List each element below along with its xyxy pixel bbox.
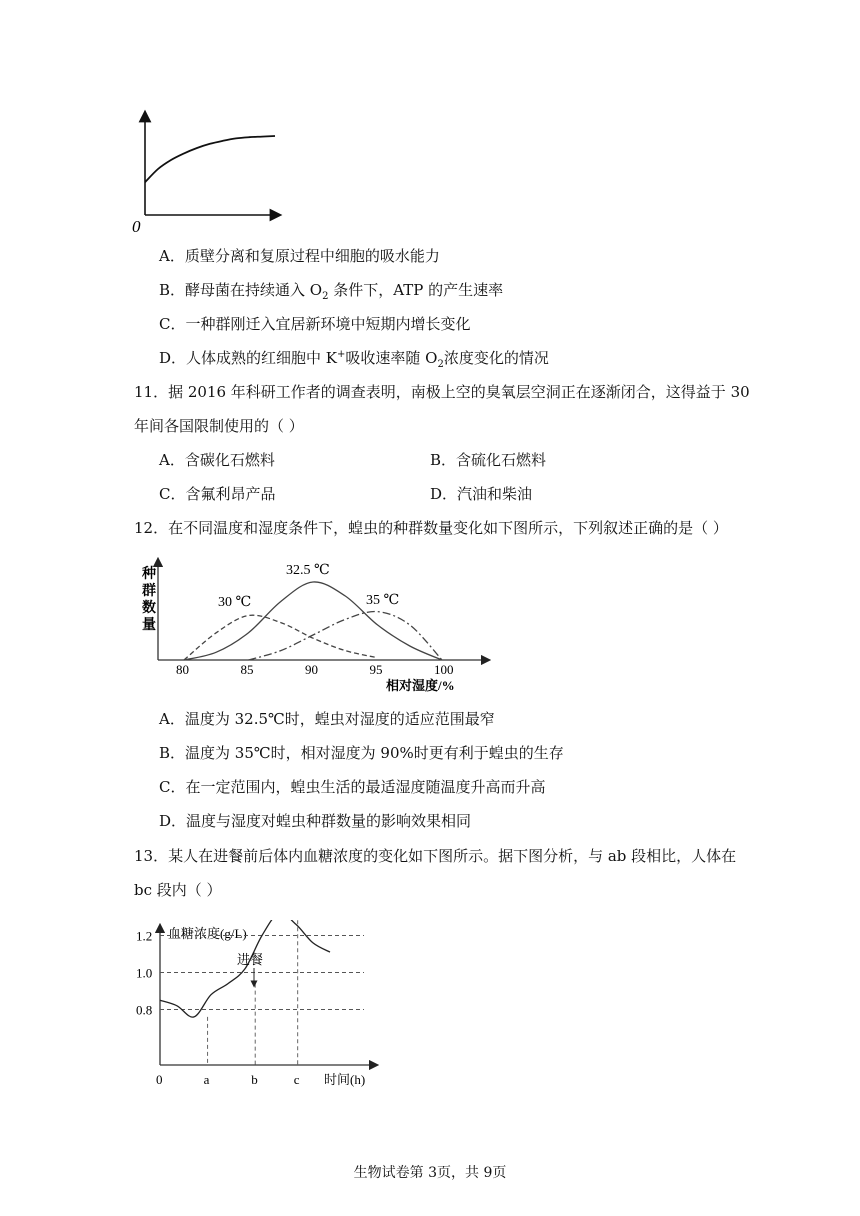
q10-option-c[interactable] xyxy=(159,314,471,334)
option-text: 汽油和柴油 xyxy=(457,485,533,503)
q10-graph xyxy=(128,108,288,238)
q13-y-tick-label: 1.0 xyxy=(136,965,153,981)
q13-x-axis-label: 时间(h) xyxy=(324,1072,366,1087)
option-letter: A． xyxy=(159,710,185,728)
q13-annotation: 进餐 xyxy=(237,952,264,967)
q13-chart xyxy=(134,920,394,1095)
q12-y-axis-label-char: 种 xyxy=(142,567,156,582)
q11-stem-line2: 年间各国限制使用的（ ） xyxy=(134,417,304,435)
option-letter: A． xyxy=(159,451,185,469)
q12-x-axis-label: 相对湿度/% xyxy=(386,678,455,693)
q12-option-a[interactable] xyxy=(159,709,495,729)
q13-y-tick-label: 0.8 xyxy=(136,1002,153,1018)
superscript: + xyxy=(337,349,346,360)
q11-option-b[interactable] xyxy=(430,450,546,470)
q12-x-tick-label: 80 xyxy=(176,662,189,677)
q12-x-tick-label: 90 xyxy=(305,662,318,677)
q13-x-tick-label: b xyxy=(251,1072,258,1087)
q13-y-tick-label: 1.2 xyxy=(136,928,153,944)
q12-option-d[interactable] xyxy=(159,811,471,831)
q12-y-axis-label-char: 量 xyxy=(142,618,156,633)
q13-y-axis-label: 血糖浓度(g/L) xyxy=(168,926,247,941)
q13-stem-line2: bc 段内（ ） xyxy=(134,881,222,899)
q10-curve xyxy=(145,136,275,182)
q11-stem-line1: 11．据 2016 年科研工作者的调查表明，南极上空的臭氧层空洞正在逐渐闭合，这得益于 30 xyxy=(134,383,750,401)
q11-option-c[interactable] xyxy=(159,484,276,504)
q12-series-label: 30 ℃ xyxy=(218,595,252,610)
q12-series-line xyxy=(249,611,443,660)
q12-chart xyxy=(138,552,498,697)
option-letter: B． xyxy=(430,451,457,469)
option-letter: A． xyxy=(159,247,185,265)
option-letter: B． xyxy=(159,744,186,762)
option-text: 含硫化石燃料 xyxy=(456,451,547,469)
q10-option-a[interactable] xyxy=(159,246,440,266)
q12-option-b[interactable] xyxy=(159,743,564,763)
option-text: 质壁分离和复原过程中细胞的吸水能力 xyxy=(184,247,440,265)
subscript: 2 xyxy=(322,291,329,302)
option-letter: D． xyxy=(430,485,458,503)
q13-origin-label: 0 xyxy=(156,1072,163,1087)
q13-stem-line1: 13．某人在进餐前后体内血糖浓度的变化如下图所示。据下图分析，与 ab 段相比，人体在 xyxy=(134,847,737,865)
q10-option-d[interactable] xyxy=(159,348,549,368)
q13-x-tick-label: c xyxy=(293,1072,300,1087)
option-letter: B． xyxy=(159,281,186,299)
q10-option-b[interactable] xyxy=(159,280,503,300)
page-footer: 生物试卷第 3页，共 9页 xyxy=(353,1165,507,1181)
q12-series-label: 35 ℃ xyxy=(366,593,400,608)
option-text: 酵母菌在持续通入 O xyxy=(185,281,323,299)
q12-series-label: 32.5 ℃ xyxy=(286,563,330,578)
option-text: 人体成熟的红细胞中 K xyxy=(186,349,338,367)
option-text: 条件下，ATP 的产生速率 xyxy=(328,281,504,299)
q10-origin-label: 0 xyxy=(132,217,141,236)
option-letter: C． xyxy=(159,485,186,503)
option-text: 含氟利昂产品 xyxy=(185,485,276,503)
option-text: 温度为 35℃时，相对湿度为 90%时更有利于蝗虫的生存 xyxy=(185,744,564,762)
option-text: 浓度变化的情况 xyxy=(443,349,549,367)
option-text: 一种群刚迁入宜居新环境中短期内增长变化 xyxy=(185,315,471,333)
option-text: 含碳化石燃料 xyxy=(184,451,275,469)
q11-option-d[interactable] xyxy=(430,484,532,504)
q12-option-c[interactable] xyxy=(159,777,546,797)
option-text: 温度与湿度对蝗虫种群数量的影响效果相同 xyxy=(186,812,472,830)
option-letter: D． xyxy=(159,812,187,830)
q11-option-a[interactable] xyxy=(159,450,275,470)
q12-stem: 12．在不同温度和湿度条件下，蝗虫的种群数量变化如下图所示，下列叙述正确的是（ ） xyxy=(134,519,728,537)
q12-y-axis-label-char: 数 xyxy=(142,601,156,616)
q13-x-tick-label: a xyxy=(203,1072,210,1087)
q12-x-tick-label: 95 xyxy=(369,662,383,677)
option-letter: C． xyxy=(159,315,186,333)
option-letter: D． xyxy=(159,349,187,367)
q12-y-axis-label xyxy=(141,565,156,633)
option-text: 吸收速率随 O xyxy=(345,349,438,367)
option-text: 温度为 32.5℃时，蝗虫对湿度的适应范围最窄 xyxy=(184,710,495,728)
option-text: 在一定范围内，蝗虫生活的最适湿度随温度升高而升高 xyxy=(185,778,546,796)
q12-x-tick-label: 100 xyxy=(434,662,454,677)
q12-y-axis-label-char: 群 xyxy=(142,584,156,599)
subscript: 2 xyxy=(437,359,444,370)
option-letter: C． xyxy=(159,778,186,796)
q12-x-tick-label: 85 xyxy=(240,662,254,677)
